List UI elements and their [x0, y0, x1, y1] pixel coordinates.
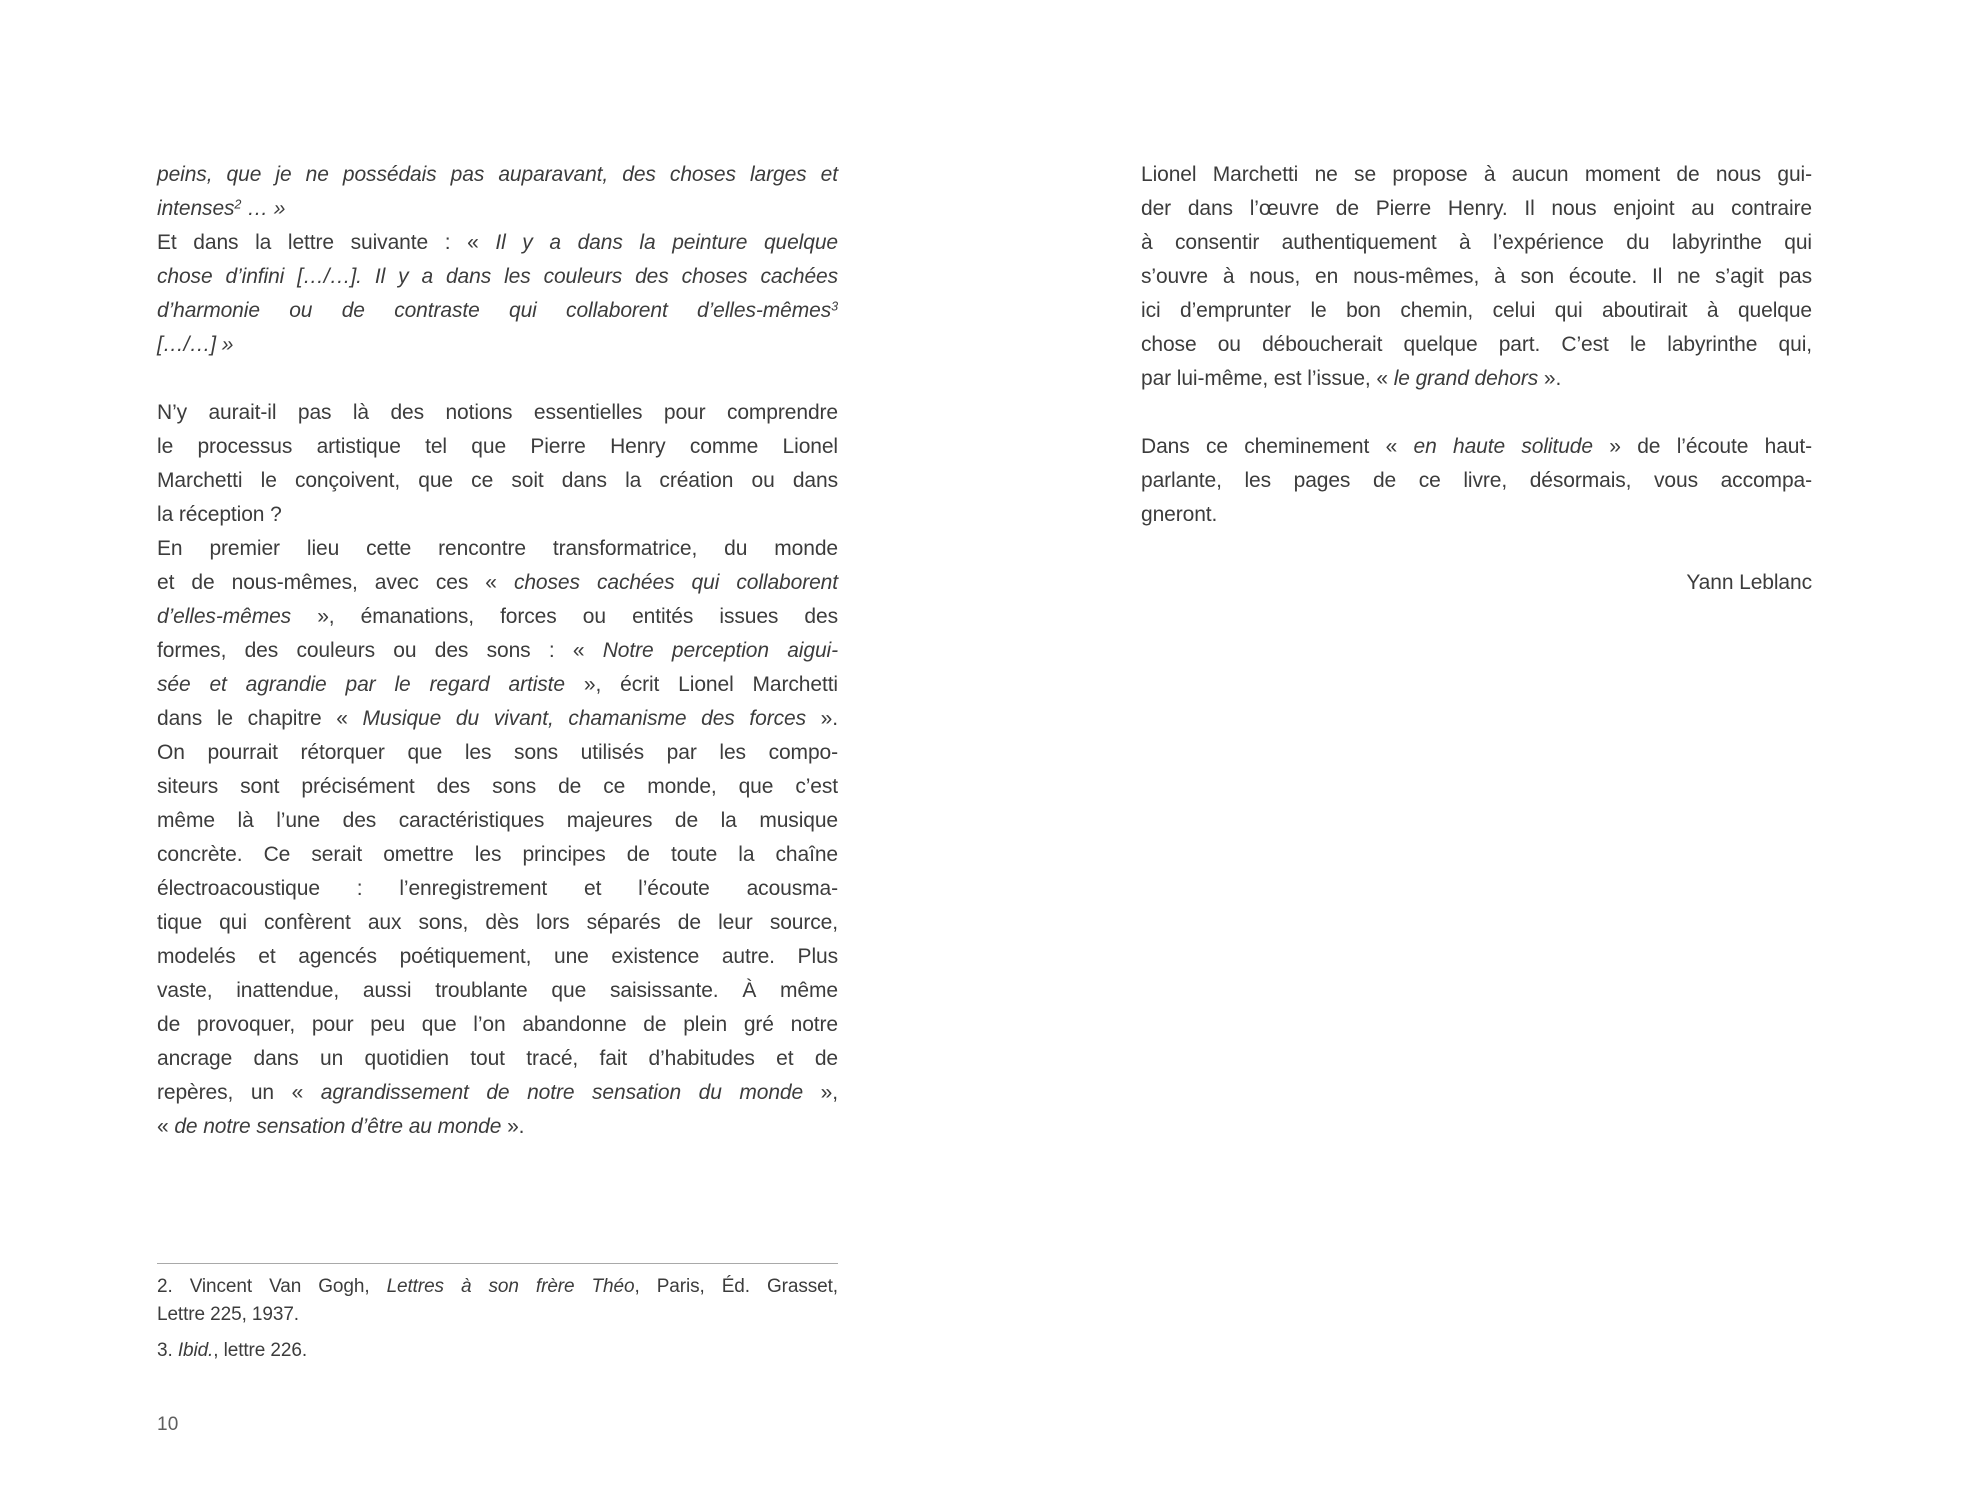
text-line	[157, 702, 838, 736]
text-line	[157, 566, 838, 600]
text-segment: Musique du vivant, chamanisme des forces	[362, 707, 806, 730]
text-segment: … »	[241, 197, 286, 220]
text-line	[1141, 226, 1812, 260]
text-segment: en haute solitude	[1413, 435, 1593, 458]
text-segment: gneront.	[1141, 503, 1218, 526]
text-segment: «	[157, 1115, 175, 1138]
text-segment: […/…] »	[157, 333, 234, 356]
text-segment: »,	[803, 1081, 838, 1104]
text-segment: ».	[805, 707, 838, 730]
footnote	[157, 1301, 838, 1329]
text-segment: Dans ce cheminement «	[1141, 435, 1414, 458]
text-segment: ».	[501, 1115, 525, 1138]
text-line	[157, 226, 838, 260]
text-line	[157, 940, 838, 974]
text-segment: le processus artistique tel que Pierre Henry comme Lionel	[157, 435, 838, 458]
text-segment: ».	[1538, 367, 1562, 390]
text-line	[157, 294, 838, 328]
text-segment: Lionel Marchetti ne se propose à aucun moment de nous gui-	[1141, 163, 1812, 186]
text-segment: et de nous-mêmes, avec ces «	[157, 571, 514, 594]
text-segment: vaste, inattendue, aussi troublante que saisissante. À même	[157, 979, 838, 1002]
text-segment: à consentir authentiquement à l’expérience du labyrinthe qui	[1141, 231, 1812, 254]
left-page-text-column	[157, 158, 838, 1144]
footnote-section	[157, 1263, 838, 1365]
text-line	[157, 804, 838, 838]
text-segment: » de l’écoute haut-	[1592, 435, 1812, 458]
text-segment: de provoquer, pour peu que l’on abandonne de plein gré notre	[157, 1013, 838, 1036]
text-segment: parlante, les pages de ce livre, désormais, vous accompa-	[1141, 469, 1812, 492]
footnote-divider	[157, 1263, 838, 1264]
text-line	[157, 1008, 838, 1042]
text-line	[157, 838, 838, 872]
footnote-reference: 3	[831, 299, 838, 314]
text-segment: Lettre 225, 1937.	[157, 1304, 299, 1325]
right-page-text-column	[1141, 158, 1812, 600]
text-line	[1141, 158, 1812, 192]
text-line	[157, 532, 838, 566]
text-segment: ici d’emprunter le bon chemin, celui qui aboutirait à quelque	[1141, 299, 1812, 322]
text-segment: On pourrait rétorquer que les sons utilisés par les compo-	[157, 741, 838, 764]
text-segment: 3.	[157, 1340, 178, 1361]
text-line	[157, 396, 838, 430]
text-segment: chose ou déboucherait quelque part. C’est le labyrinthe qui,	[1141, 333, 1812, 356]
text-segment: de notre sensation d’être au monde	[174, 1115, 502, 1138]
author-signature	[1141, 566, 1812, 600]
footnote-list	[157, 1273, 838, 1365]
text-line	[157, 1042, 838, 1076]
text-segment: modelés et agencés poétiquement, une existence autre. Plus	[157, 945, 838, 968]
text-segment: agrandissement de notre sensation du monde	[320, 1081, 804, 1104]
text-segment: intenses	[157, 197, 235, 220]
text-line	[157, 158, 838, 192]
text-line	[1141, 362, 1812, 396]
text-line	[157, 260, 838, 294]
text-line	[157, 906, 838, 940]
text-segment: Yann Leblanc	[1686, 571, 1812, 594]
text-line	[157, 192, 838, 226]
text-segment: chose d’infini […/…]. Il y a dans les couleurs des choses cachées	[157, 265, 838, 288]
text-segment: En premier lieu cette rencontre transformatrice, du monde	[157, 537, 838, 560]
text-segment: », émanations, forces ou entités issues des	[291, 605, 838, 628]
text-line	[157, 430, 838, 464]
text-line	[1141, 260, 1812, 294]
text-segment: le grand dehors	[1393, 367, 1539, 390]
text-segment: Notre perception aigui-	[602, 639, 838, 662]
text-segment: ancrage dans un quotidien tout tracé, fait d’habitudes et de	[157, 1047, 838, 1070]
text-segment: concrète. Ce serait omettre les principes de toute la chaîne	[157, 843, 838, 866]
text-line	[157, 634, 838, 668]
text-segment: même là l’une des caractéristiques majeures de la musique	[157, 809, 838, 832]
text-line	[157, 668, 838, 702]
text-segment: d’harmonie ou de contraste qui collaborent d’elles-mêmes	[157, 299, 832, 322]
text-segment: , Paris, Éd. Grasset,	[634, 1276, 838, 1297]
paragraph-gap	[157, 362, 838, 396]
text-segment: formes, des couleurs ou des sons : «	[157, 639, 603, 662]
text-line	[157, 1076, 838, 1110]
text-line	[157, 328, 838, 362]
text-segment: der dans l’œuvre de Pierre Henry. Il nous enjoint au contraire	[1141, 197, 1812, 220]
text-line	[1141, 192, 1812, 226]
text-line	[1141, 464, 1812, 498]
text-segment: », écrit Lionel Marchetti	[565, 673, 838, 696]
text-line	[1141, 430, 1812, 464]
text-segment: Il y a dans la peinture quelque	[495, 231, 838, 254]
text-line	[157, 736, 838, 770]
text-segment: Lettres à son frère Théo	[386, 1276, 635, 1297]
page-number: 10	[157, 1414, 179, 1435]
text-segment: , lettre 226.	[213, 1340, 308, 1361]
paragraph-gap	[1141, 396, 1812, 430]
text-segment: tique qui confèrent aux sons, dès lors séparés de leur source,	[157, 911, 838, 934]
text-line	[1141, 328, 1812, 362]
text-segment: dans le chapitre «	[157, 707, 363, 730]
text-line	[157, 1110, 838, 1144]
text-segment: la réception ?	[157, 503, 282, 526]
paragraph-gap	[1141, 532, 1812, 566]
text-segment: peins, que je ne possédais pas auparavant, des choses larges et	[157, 163, 838, 186]
footnote	[157, 1273, 838, 1301]
text-segment: Marchetti le conçoivent, que ce soit dans la création ou dans	[157, 469, 838, 492]
text-segment: N’y aurait-il pas là des notions essentielles pour comprendre	[157, 401, 838, 424]
text-segment: choses cachées qui collaborent	[513, 571, 838, 594]
text-line	[157, 974, 838, 1008]
text-segment: 2. Vincent Van Gogh,	[157, 1276, 387, 1297]
text-line	[1141, 498, 1812, 532]
text-line	[157, 872, 838, 906]
text-line	[157, 464, 838, 498]
text-segment: sée et agrandie par le regard artiste	[157, 673, 565, 696]
text-segment: par lui-même, est l’issue, «	[1141, 367, 1394, 390]
text-segment: repères, un «	[157, 1081, 321, 1104]
text-line	[157, 498, 838, 532]
text-segment: Ibid.	[177, 1340, 214, 1361]
text-segment: siteurs sont précisément des sons de ce monde, que c’est	[157, 775, 838, 798]
text-line	[1141, 294, 1812, 328]
text-line	[157, 600, 838, 634]
footnote	[157, 1337, 838, 1365]
footnote-reference: 2	[234, 197, 242, 212]
text-segment: électroacoustique : l’enregistrement et l’écoute acousma-	[157, 877, 838, 900]
text-segment: Et dans la lettre suivante : «	[157, 231, 496, 254]
paragraph-gap	[157, 1329, 838, 1337]
text-segment: d’elles-mêmes	[157, 605, 292, 628]
text-segment: s’ouvre à nous, en nous-mêmes, à son écoute. Il ne s’agit pas	[1141, 265, 1812, 288]
text-line	[157, 770, 838, 804]
